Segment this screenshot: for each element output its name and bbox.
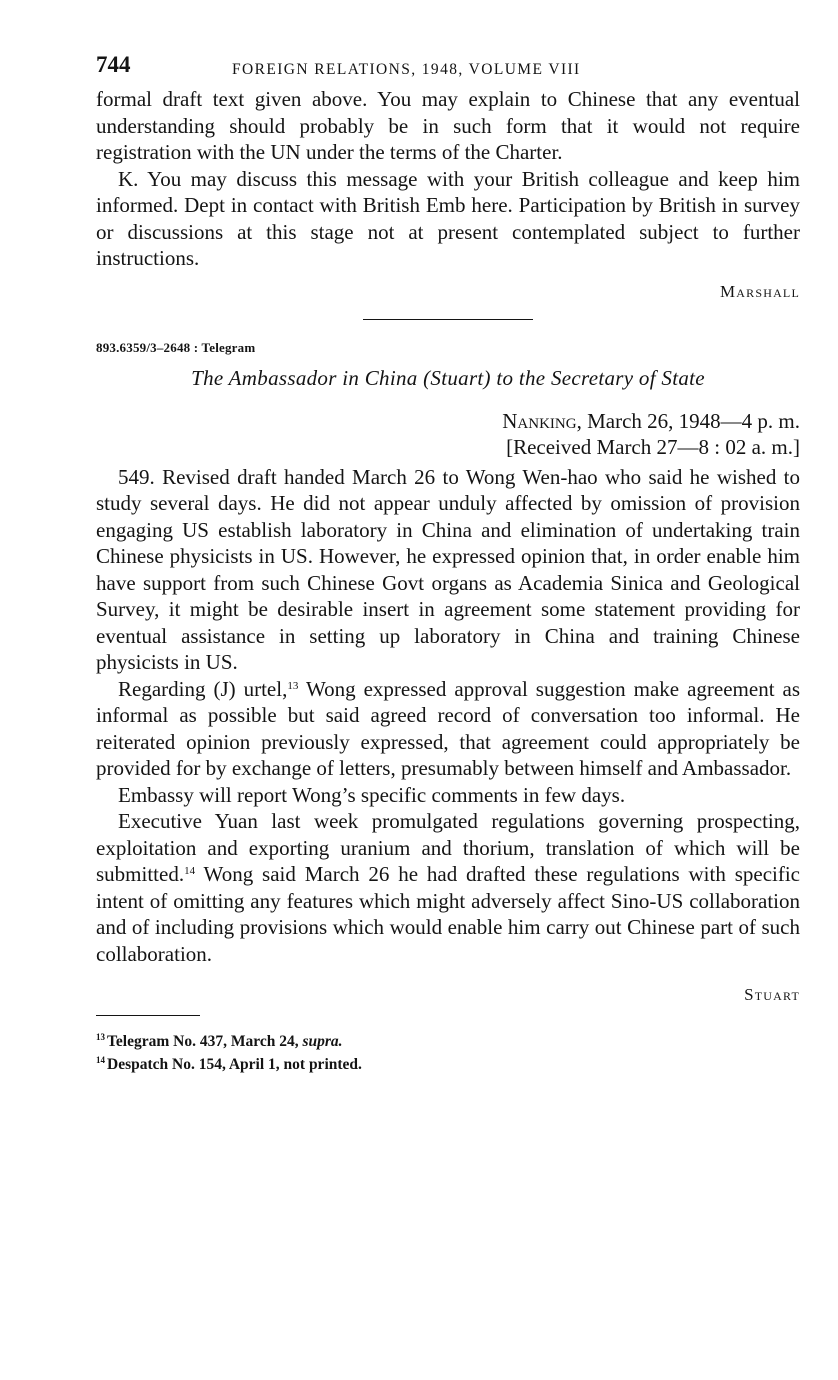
- footnote-italic: supra.: [302, 1033, 343, 1051]
- telegram-paragraph: [96, 808, 800, 967]
- telegram-paragraph: 549. Revised draft handed March 26 to Wong Wen-hao who said he wished to study several days. He did not appear unduly affected by omission of provision engaging US establish laboratory in China and elimination of undertaking train Chinese physicists in US. However, he expressed opinion that, in order enable him have support from such Chinese Govt organs as Academia Sinica and Geological Survey, it might be desirable insert in agreement some statement providing for eventual assistance in setting up laboratory in China and training Chinese physicists in US.: [96, 464, 800, 674]
- page-number: 744: [96, 52, 131, 77]
- paragraph-text: Executive Yuan last week promulgated regulations governing prospecting, exploitation and exporting uranium and thorium, translation of which will be submitted.: [96, 809, 800, 886]
- footnote-14: [96, 1051, 800, 1074]
- footnotes: [96, 1028, 800, 1074]
- footnote-13: [96, 1028, 800, 1051]
- page-header: [96, 52, 800, 82]
- continuation-paragraph: formal draft text given above. You may explain to Chinese that any eventual understanding should probably be in such form that it would not require registration with the UN under the terms of the Charter.: [96, 87, 800, 164]
- footnote-text: Despatch No. 154, April 1, not printed.: [107, 1056, 362, 1074]
- continuation-paragraph: K. You may discuss this message with your British colleague and keep him informed. Dept in contact with British Emb here. Participation by British in survey or discussions at this stage not at present contemplated subject to further instructions.: [96, 166, 800, 270]
- file-reference: 893.6359/3–2648 : Telegram: [96, 339, 256, 355]
- signature-marshall: Marshall: [719, 281, 800, 301]
- dateline-date: , March 26, 1948—4 p. m.: [576, 408, 800, 433]
- paragraph-text: Regarding (J) urtel,: [118, 676, 288, 701]
- footnote-number: 14: [96, 1055, 105, 1066]
- footnote-number: 13: [96, 1032, 105, 1042]
- dateline: [96, 408, 800, 460]
- footnote-reference[interactable]: 13: [287, 679, 299, 692]
- telegram-paragraph: [96, 676, 800, 782]
- telegram-text: [96, 464, 800, 968]
- paragraph-text: Wong expressed approval suggestion make agreement as informal as possible but said agreed record of conversation too informal. He reiterated opinion previously expressed, that agreement could appropriately be provided for by exchange of letters, presumably between himself and Ambassador.: [96, 676, 801, 780]
- dateline-place: Nanking: [502, 408, 577, 433]
- continuation-text: [96, 86, 800, 272]
- paragraph-text: Wong said March 26 he had drafted these regulations with specific intent of omitting any features which might adversely affect Sino-US collaboration and of including provisions which would enable him carry out Chinese part of such collaboration.: [96, 862, 800, 966]
- footnote-text: Telegram No. 437, March 24,: [107, 1033, 303, 1051]
- document-title: The Ambassador in China (Stuart) to the Secretary of State: [191, 365, 705, 390]
- running-head: FOREIGN RELATIONS, 1948, VOLUME VIII: [232, 61, 581, 78]
- dateline-received: [Received March 27—8 : 02 a. m.]: [506, 434, 800, 459]
- section-divider: [363, 319, 533, 320]
- telegram-paragraph: Embassy will report Wong’s specific comments in few days.: [118, 782, 626, 807]
- footnotes-rule: [96, 1015, 200, 1016]
- page: [96, 52, 800, 1074]
- signature-stuart: Stuart: [744, 985, 800, 1004]
- footnote-reference[interactable]: 14: [184, 865, 196, 877]
